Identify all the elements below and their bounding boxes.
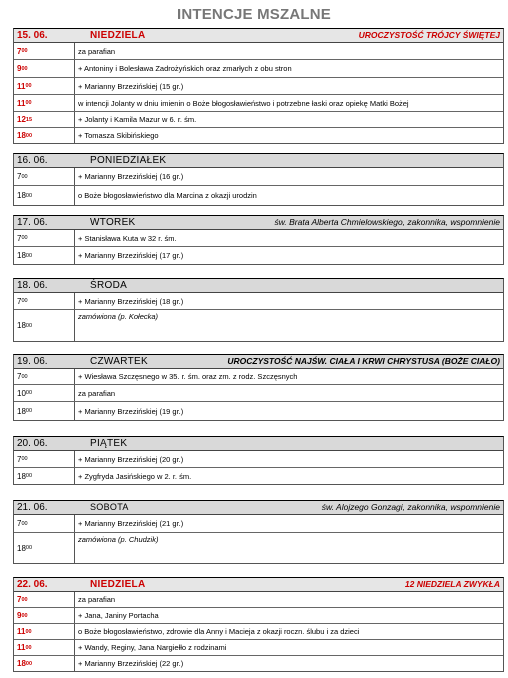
day-name: PONIEDZIAŁEK [90,155,167,166]
day-name: NIEDZIELA [90,30,146,41]
mass-row [14,168,503,186]
mass-intention: za parafian [78,46,116,56]
day-header [14,355,503,369]
day-date: 17. 06. [17,217,48,228]
mass-intention: + Tomasza Skibińskiego [78,131,159,140]
mass-row [14,369,503,385]
mass-intention: + Wandy, Reginy, Jana Nargiełło z rodzinami [78,643,227,652]
day-block [13,28,504,144]
mass-intention: + Marianny Brzezińskiej (22 gr.) [78,659,184,668]
mass-row [14,468,503,484]
day-header [14,279,503,293]
day-date: 22. 06. [17,579,48,590]
day-name: SOBOTA [90,502,129,512]
mass-time: 18 00 [14,656,75,671]
mass-row [14,186,503,205]
mass-intention: + Marianny Brzezińskiej (19 gr.) [78,406,184,416]
day-block [13,278,504,342]
day-block [13,436,504,485]
mass-row [14,60,503,78]
mass-row [14,293,503,310]
day-date: 18. 06. [17,280,48,291]
mass-time: 9 00 [14,60,75,77]
mass-intention: + Antoniny i Bolesława Zadrożyńskich oraz zmarłych z obu stron [78,64,292,73]
mass-time: 18 00 [14,533,75,563]
day-name: CZWARTEK [90,356,148,367]
day-header [14,501,503,515]
mass-time: 12 15 [14,112,75,127]
mass-time: 7 00 [14,592,75,607]
mass-time: 18 00 [14,310,75,341]
page-title: INTENCJE MSZALNE [176,6,332,23]
mass-intention: za parafian [78,595,116,604]
mass-intention: + Marianny Brzezińskiej (16 gr.) [78,172,184,181]
mass-time: 11 00 [14,78,75,94]
mass-time: 18 00 [14,247,75,264]
day-note: św. Alojzego Gonzagi, zakonnika, wspomnienie [321,502,500,512]
day-note: UROCZYSTOŚĆ TRÓJCY ŚWIĘTEJ [358,30,500,40]
mass-time: 7 00 [14,168,75,185]
mass-row [14,230,503,247]
day-name: WTOREK [90,217,136,228]
day-block [13,354,504,421]
day-block [13,153,504,206]
mass-intention: zamówiona (p. Chudzik) [78,535,159,544]
day-date: 15. 06. [17,30,48,41]
mass-intention: o Boże błogosławieństwo dla Marcina z okazji urodzin [78,191,257,200]
day-header [14,578,503,592]
mass-time: 11 00 [14,95,75,111]
mass-intention: + Marianny Brzezińskiej (21 gr.) [78,519,184,528]
mass-intention: + Marianny Brzezińskiej (15 gr.) [78,81,184,91]
day-date: 20. 06. [17,438,48,449]
mass-intention: za parafian [78,388,116,398]
mass-row [14,128,503,143]
mass-time: 18 00 [14,468,75,484]
mass-time: 11 00 [14,624,75,639]
mass-row [14,624,503,640]
mass-intention: w intencji Jolanty w dniu imienin o Boże błogosławieństwo i potrzebne łaski oraz opiekę Matki Bożej [78,98,409,108]
mass-intention: + Jolanty i Kamila Mazur w 6. r. śm. [78,115,197,124]
mass-row [14,112,503,128]
mass-row [14,43,503,60]
mass-time: 7 00 [14,451,75,467]
mass-row [14,592,503,608]
mass-row [14,95,503,112]
day-header [14,29,503,43]
day-name: PIĄTEK [90,438,128,449]
mass-intention: zamówiona (p. Kołecka) [78,312,159,321]
day-date: 21. 06. [17,502,48,513]
mass-time: 7 00 [14,369,75,384]
mass-time: 7 00 [14,293,75,309]
day-date: 16. 06. [17,155,48,166]
day-header [14,437,503,451]
mass-time: 11 00 [14,640,75,655]
mass-intention: + Zygfryda Jasińskiego w 2. r. śm. [78,471,192,481]
mass-row [14,385,503,402]
mass-time: 7 00 [14,230,75,246]
day-note: 12 NIEDZIELA ZWYKŁA [404,579,500,589]
day-note: UROCZYSTOŚĆ NAJŚW. CIAŁA I KRWI CHRYSTUSA (BOŻE CIAŁO) [227,356,500,366]
day-block [13,577,504,672]
mass-intention: o Boże błogosławieństwo, zdrowie dla Anny i Macieja z okazji roczn. ślubu i za dzieci [78,627,360,636]
day-header [14,216,503,230]
day-date: 19. 06. [17,356,48,367]
mass-time: 10 00 [14,385,75,401]
mass-row [14,247,503,264]
mass-row [14,656,503,671]
mass-row [14,608,503,624]
mass-time: 18 00 [14,402,75,420]
mass-row [14,515,503,533]
mass-row [14,451,503,468]
mass-intention: + Wiesława Szczęsnego w 35. r. śm. oraz zm. z rodz. Szczęsnych [78,372,298,381]
mass-intention: + Jana, Janiny Portacha [78,611,159,620]
day-name: ŚRODA [90,280,128,291]
mass-time: 18 00 [14,128,75,143]
day-block [13,215,504,265]
day-header [14,154,503,168]
mass-intention: + Marianny Brzezińskiej (20 gr.) [78,454,184,464]
mass-intention: + Marianny Brzezińskiej (18 gr.) [78,296,184,306]
mass-time: 7 00 [14,515,75,532]
mass-row [14,640,503,656]
day-name: NIEDZIELA [90,579,146,590]
day-block [13,500,504,564]
mass-row [14,533,503,563]
day-note: św. Brata Alberta Chmielowskiego, zakonnika, wspomnienie [274,217,500,227]
mass-time: 9 00 [14,608,75,623]
mass-row [14,310,503,341]
mass-row [14,402,503,420]
mass-row [14,78,503,95]
mass-time: 7 00 [14,43,75,59]
mass-time: 18 00 [14,186,75,205]
mass-intention: + Marianny Brzezińskiej (17 gr.) [78,251,184,260]
mass-intention: + Stanisława Kuta w 32 r. śm. [78,233,177,243]
